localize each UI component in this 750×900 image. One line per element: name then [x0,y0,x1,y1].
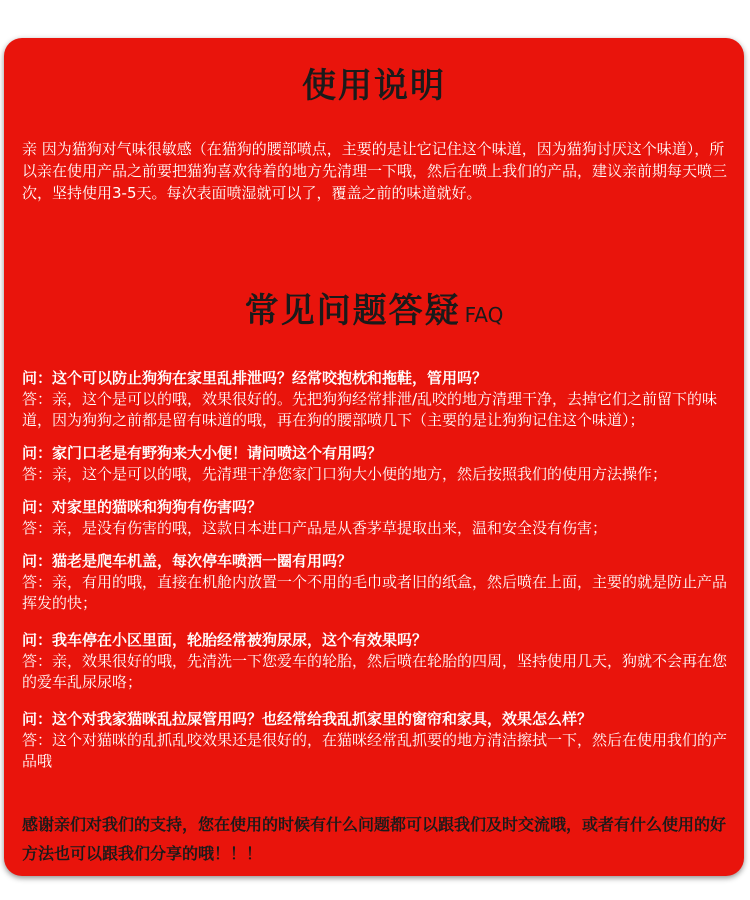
faq-item [22,630,736,693]
faq-question: 问：家门口老是有野狗来大小便！请问喷这个有用吗？ [22,444,383,462]
faq-title [4,283,744,332]
faq-question: 问：这个对我家猫咪乱拉屎管用吗？也经常给我乱抓家里的窗帘和家具，效果怎么样？ [22,710,593,728]
faq-item [22,497,736,539]
faq-answer: 答：亲，是没有伤害的哦，这款日本进口产品是从香茅草提取出来，温和安全没有伤害； [22,519,608,537]
faq-list [22,368,736,772]
thanks-message: 感谢亲们对我们的支持，您在使用的时候有什么问题都可以跟我们及时交流哦，或者有什么使用的好方法也可以跟我们分享的哦！！！ [22,815,727,863]
usage-title: 使用说明 [302,66,446,106]
usage-text: 亲 因为猫狗对气味很敏感（在猫狗的腰部喷点，主要的是让它记住这个味道，因为猫狗讨厌这个味道），所以亲在使用产品之前要把猫狗喜欢待着的地方先清理一下哦，然后在喷上我们的产品，建议亲前期每天喷三次，坚持使用3-5天。每次表面喷湿就可以了，覆盖之前的味道就好。 [22,140,728,202]
faq-answer: 答：亲，这个是可以的哦，效果很好的。先把狗狗经常排泄/乱咬的地方清理干净，去掉它们之前留下的味道，因为狗狗之前都是留有味道的哦，再在狗的腰部喷几下（主要的是让狗狗记住这个味道）； [22,390,718,429]
faq-answer: 答：亲，效果很好的哦，先清洗一下您爱车的轮胎，然后喷在轮胎的四周，坚持使用几天，狗就不会再在您的爱车乱尿尿咯； [22,652,728,691]
faq-question: 问：这个可以防止狗狗在家里乱排泄吗？经常咬抱枕和拖鞋，管用吗？ [22,369,488,387]
faq-item [22,443,736,485]
faq-question: 问：我车停在小区里面，轮胎经常被狗尿尿，这个有效果吗？ [22,631,428,649]
instruction-card [4,38,744,876]
faq-title-en: FAQ [464,303,504,327]
faq-answer: 答：亲，这个是可以的哦，先清理干净您家门口狗大小便的地方，然后按照我们的使用方法操作； [22,465,668,483]
faq-title-cn: 常见问题答疑 [244,291,461,331]
faq-item [22,551,736,614]
faq-item [22,368,736,431]
faq-question: 问：猫老是爬车机盖，每次停车喷洒一圈有用吗？ [22,552,353,570]
faq-answer: 答：亲，有用的哦，直接在机舱内放置一个不用的毛巾或者旧的纸盒，然后喷在上面，主要的就是防止产品挥发的快； [22,573,728,612]
faq-answer: 答：这个对猫咪的乱抓乱咬效果还是很好的，在猫咪经常乱抓要的地方清洁擦拭一下，然后在使用我们的产品哦 [22,731,728,770]
faq-item [22,709,736,772]
faq-question: 问：对家里的猫咪和狗狗有伤害吗？ [22,498,263,516]
